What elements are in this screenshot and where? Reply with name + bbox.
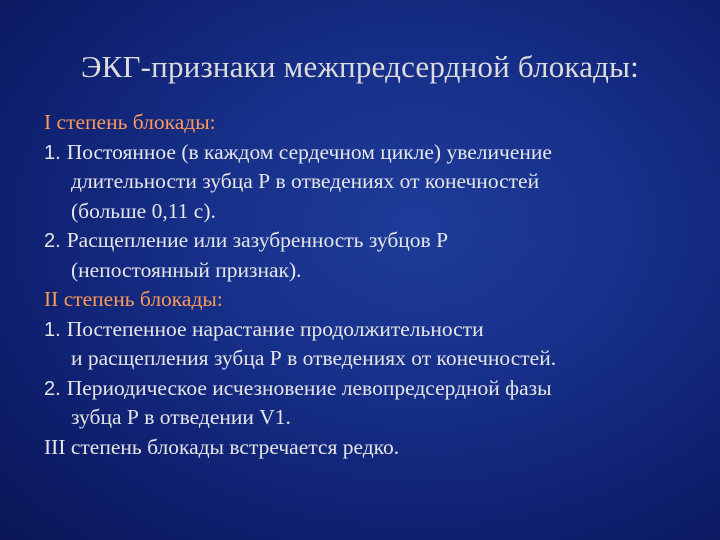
- list-item-text: Периодическое исчезновение левопредсердной фазы: [66, 375, 552, 400]
- list-item-text: Расщепление или зазубренность зубцов Р: [66, 228, 449, 252]
- slide-title: ЭКГ-признаки межпредсердной блокады:: [81, 49, 639, 84]
- list-number: 2.: [44, 377, 61, 400]
- degree1-heading: I степень блокады:: [44, 110, 216, 134]
- degree2-item2-line1: [44, 374, 709, 404]
- degree1-item1-line1: [44, 138, 709, 168]
- list-number: 1.: [44, 141, 61, 164]
- list-number: 1.: [44, 318, 61, 341]
- degree1-item2-line1: [44, 226, 709, 256]
- degree1-item1-line3: (больше 0,11 с).: [71, 198, 216, 223]
- list-item-text: Постепенное нарастание продолжительности: [66, 316, 484, 341]
- list-number: 2.: [44, 230, 61, 252]
- slide-body: [44, 108, 709, 462]
- degree3-text: III степень блокады встречается редко.: [44, 434, 400, 459]
- list-item-text: Постоянное (в каждом сердечном цикле) увеличение: [66, 139, 552, 164]
- degree2-item2-line2: зубца Р в отведении V1.: [71, 405, 291, 429]
- degree2-heading: II степень блокады:: [44, 287, 223, 311]
- degree2-item1-line1: [44, 315, 709, 345]
- degree1-item2-line2: (непостоянный признак).: [71, 257, 302, 282]
- degree2-item1-line2: и расщепления зубца Р в отведениях от конечностей.: [71, 346, 557, 370]
- degree1-item1-line2: длительности зубца Р в отведениях от конечностей: [71, 169, 540, 193]
